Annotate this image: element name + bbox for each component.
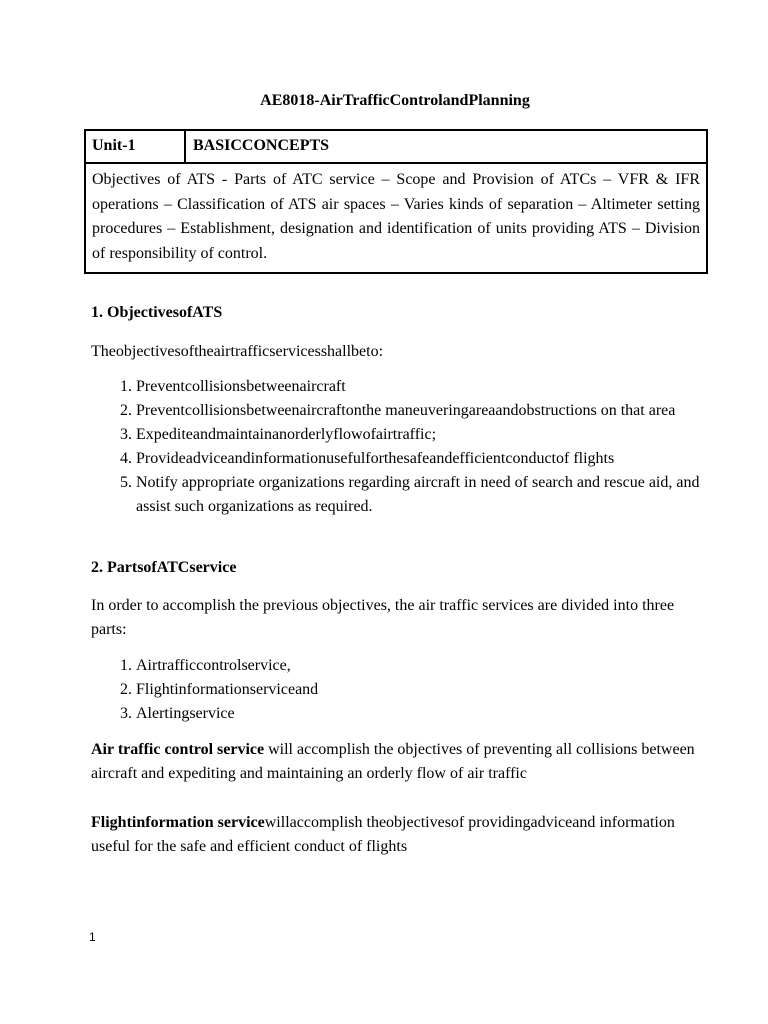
atc-service-term: Air traffic control service [91, 741, 265, 758]
page-number: 1 [89, 930, 96, 944]
objectives-intro: Theobjectivesoftheairtrafficservicesshallbeto: [91, 343, 384, 360]
fis-term: Flightinformation service [91, 814, 265, 831]
fis-description: willaccomplish theobjectivesof providingadviceand information useful for the safe and efficient conduct of flights [91, 814, 675, 855]
unit-topic: BASICCONCEPTS [185, 130, 707, 163]
document-title: AE8018-AirTrafficControlandPlanning [260, 92, 530, 109]
atc-service-description: will accomplish the objectives of preventing all collisions between aircraft and expediting and maintaining an orderly flow of air traffic [91, 741, 695, 782]
section-heading-parts: 2. PartsofATCservice [91, 559, 237, 576]
list-item: 1. Airtrafficcontrolservice, [136, 654, 711, 678]
list-item: 2. Preventcollisionsbetweenaircraftonthe maneuveringareaandobstructions on that area [136, 399, 711, 423]
unit-syllabus-table [84, 129, 708, 274]
unit-syllabus: Objectives of ATS - Parts of ATC service – Scope and Provision of ATCs – VFR & IFR operations – Classification of ATS air spaces – Varies kinds of separation – Altimeter setting procedures – Establishment, designation and identification of units providing ATS – Division of responsibility of control. [85, 163, 707, 273]
unit-label: Unit-1 [85, 130, 185, 163]
atc-service-paragraph [91, 738, 711, 786]
fis-paragraph [91, 811, 711, 859]
list-item: 3. Alertingservice [136, 702, 711, 726]
parts-intro: In order to accomplish the previous objectives, the air traffic services are divided into three parts: [91, 597, 675, 638]
list-item: 5. Notify appropriate organizations regarding aircraft in need of search and rescue aid, and assist such organizations as required. [136, 471, 711, 519]
list-item: 3. Expediteandmaintainanorderlyflowofairtraffic; [136, 423, 711, 447]
section-heading-objectives: 1. ObjectivesofATS [91, 304, 223, 321]
list-item: 4. Provideadviceandinformationusefulforthesafeandefficientconductof flights [136, 447, 711, 471]
list-item: 2. Flightinformationserviceand [136, 678, 711, 702]
parts-list [91, 654, 711, 726]
objectives-list [91, 375, 711, 519]
list-item: 1. Preventcollisionsbetweenaircraft [136, 375, 711, 399]
